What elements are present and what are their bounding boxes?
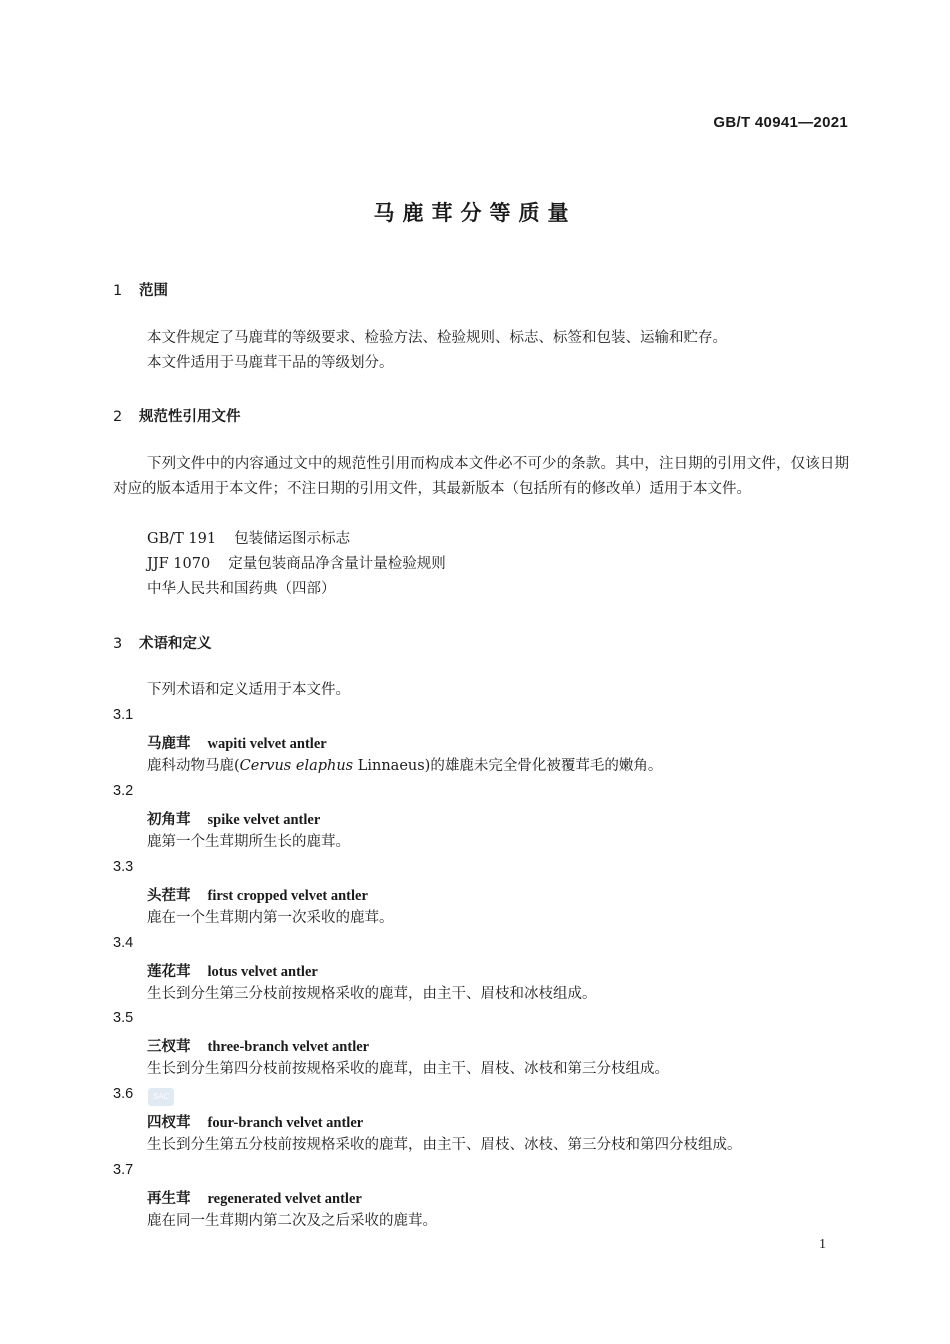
term-definition — [147, 754, 662, 779]
term-definition: 鹿在一个生茸期内第一次采收的鹿茸。 — [147, 910, 394, 926]
term-zh: 马鹿茸 — [147, 736, 191, 752]
term-number: 3.1 — [113, 707, 134, 723]
section-title: 范围 — [139, 283, 168, 299]
term-zh: 四杈茸 — [147, 1115, 191, 1131]
term-entry — [147, 808, 320, 829]
section-number: 3 — [113, 636, 123, 652]
reference-item — [147, 527, 350, 552]
term-en: wapiti velvet antler — [207, 736, 327, 752]
standard-code: GB/T 40941—2021 — [713, 114, 848, 131]
reference-title: 定量包装商品净含量计量检验规则 — [228, 556, 446, 572]
scientific-name: Cervus elaphus — [239, 758, 354, 774]
paragraph: 本文件规定了马鹿茸的等级要求、检验方法、检验规则、标志、标签和包装、运输和贮存。 — [147, 330, 727, 346]
term-en: three-branch velvet antler — [207, 1039, 370, 1055]
term-number: 3.5 — [113, 1010, 134, 1026]
term-definition: 生长到分生第三分枝前按规格采收的鹿茸，由主干、眉枝和冰枝组成。 — [147, 986, 597, 1002]
section-heading-terms — [113, 632, 212, 653]
term-entry — [147, 732, 327, 753]
term-definition: 鹿在同一生茸期内第二次及之后采收的鹿茸。 — [147, 1213, 437, 1229]
term-number: 3.7 — [113, 1162, 134, 1178]
term-number: 3.6 — [113, 1086, 134, 1102]
term-en: four-branch velvet antler — [207, 1115, 364, 1131]
term-entry — [147, 884, 368, 905]
section-title: 术语和定义 — [139, 636, 212, 652]
definition-text: Linnaeus)的雄鹿未完全骨化被覆茸毛的嫩角。 — [353, 758, 663, 774]
term-en: regenerated velvet antler — [207, 1191, 362, 1207]
term-entry — [147, 960, 318, 981]
reference-item — [147, 577, 336, 602]
term-definition: 生长到分生第四分枝前按规格采收的鹿茸，由主干、眉枝、冰枝和第三分枝组成。 — [147, 1061, 669, 1077]
term-zh: 再生茸 — [147, 1191, 191, 1207]
term-number: 3.3 — [113, 859, 134, 875]
reference-title: 包装储运图示标志 — [234, 531, 351, 547]
term-zh: 莲花茸 — [147, 964, 191, 980]
term-zh: 初角茸 — [147, 812, 191, 828]
reference-code: JJF 1070 — [147, 556, 211, 572]
reference-item — [147, 552, 446, 577]
document-title: 马鹿茸分等质量 — [373, 201, 577, 225]
term-entry — [147, 1187, 362, 1208]
term-entry — [147, 1111, 363, 1132]
section-number: 1 — [113, 283, 123, 299]
reference-code: GB/T 191 — [147, 531, 217, 547]
paragraph: 下列文件中的内容通过文中的规范性引用而构成本文件必不可少的条款。其中，注日期的引用文件，仅该日期对应的版本适用于本文件；不注日期的引用文件，其最新版本（包括所有的修改单）适用于本文件。 — [113, 456, 849, 497]
term-en: first cropped velvet antler — [207, 888, 368, 904]
paragraph: 下列术语和定义适用于本文件。 — [147, 682, 350, 698]
page-number: 1 — [819, 1237, 826, 1252]
term-zh: 头茬茸 — [147, 888, 191, 904]
term-definition: 生长到分生第五分枝前按规格采收的鹿茸，由主干、眉枝、冰枝、第三分枝和第四分枝组成。 — [147, 1137, 742, 1153]
term-definition: 鹿第一个生茸期所生长的鹿茸。 — [147, 834, 350, 850]
term-zh: 三杈茸 — [147, 1039, 191, 1055]
definition-text: 鹿科动物马鹿( — [147, 758, 240, 774]
term-number: 3.2 — [113, 783, 134, 799]
reference-title: 中华人民共和国药典（四部） — [147, 581, 336, 597]
watermark-logo: SAC — [148, 1088, 174, 1106]
term-en: spike velvet antler — [207, 812, 321, 828]
section-heading-normative-references — [113, 405, 241, 426]
section-number: 2 — [113, 409, 123, 425]
section-heading-scope — [113, 279, 168, 300]
section-title: 规范性引用文件 — [139, 409, 241, 425]
term-number: 3.4 — [113, 935, 134, 951]
term-entry — [147, 1035, 369, 1056]
term-en: lotus velvet antler — [207, 964, 318, 980]
paragraph: 本文件适用于马鹿茸干品的等级划分。 — [147, 355, 394, 371]
